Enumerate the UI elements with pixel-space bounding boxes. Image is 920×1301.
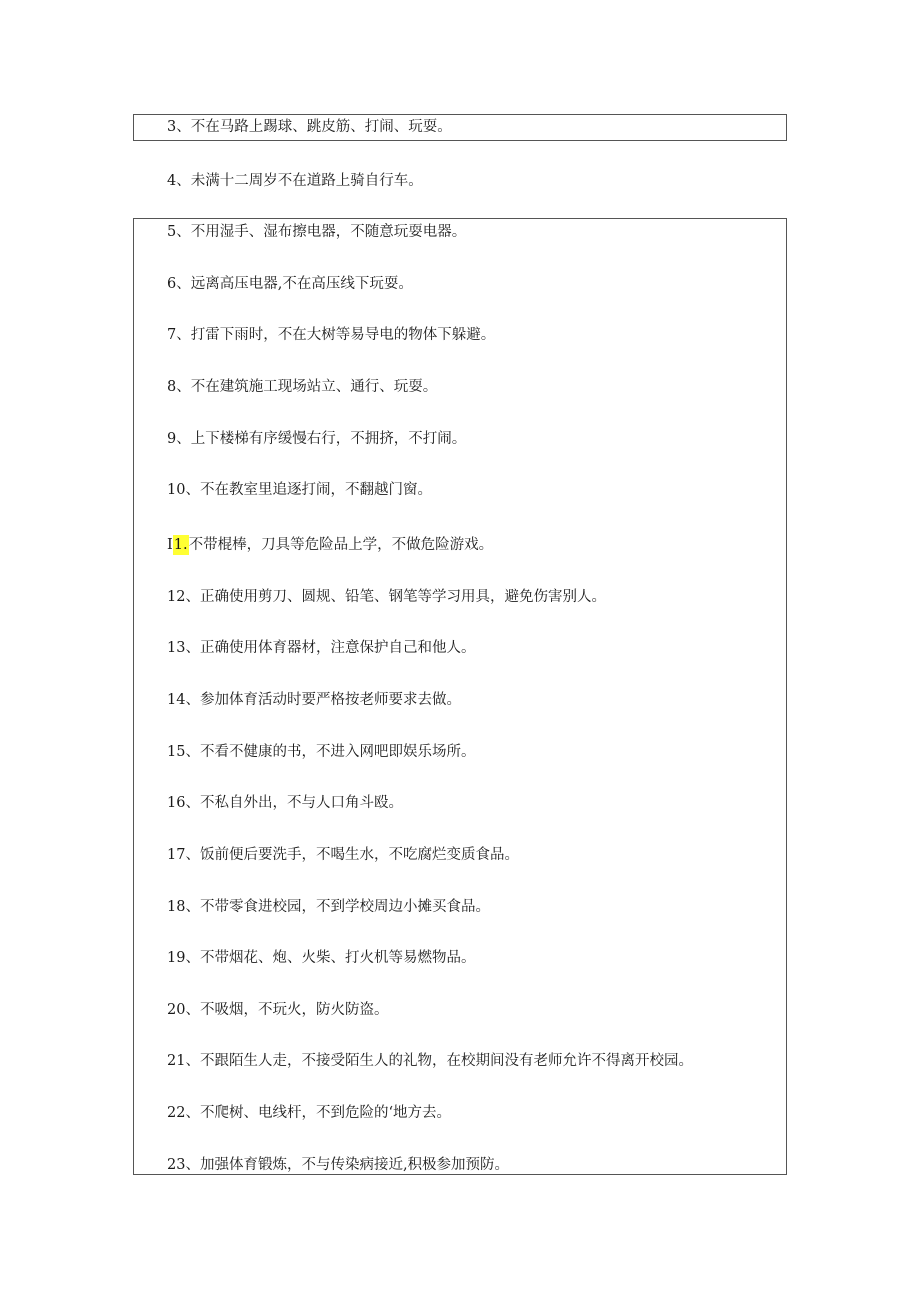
rule-3: 3、不在马路上踢球、跳皮筋、打闹、玩耍。 — [167, 119, 452, 135]
rule-10: 10、不在教室里追逐打闹，不翻越门窗。 — [167, 482, 432, 498]
rule-5: 5、不用湿手、湿布擦电器，不随意玩耍电器。 — [167, 224, 467, 240]
rule-20: 20、不吸烟，不玩火，防火防盗。 — [167, 1002, 389, 1018]
rule-9: 9、上下楼梯有序缓慢右行，不拥挤，不打闹。 — [167, 431, 467, 447]
rule-23: 23、加强体育锻炼，不与传染病接近,积极参加预防。 — [167, 1157, 510, 1173]
rule-19: 19、不带烟花、炮、火柴、打火机等易燃物品。 — [167, 950, 476, 966]
rule-4: 4、未满十二周岁不在道路上骑自行车。 — [167, 173, 423, 189]
rule-12: 12、正确使用剪刀、圆规、铅笔、钢笔等学习用具，避免伤害别人。 — [167, 589, 606, 605]
rule-17: 17、饭前便后要洗手，不喝生水，不吃腐烂变质食品。 — [167, 847, 519, 863]
rule-22: 22、不爬树、电线杆，不到危险的‘地方去。 — [167, 1105, 452, 1121]
rule-7: 7、打雷下雨时，不在大树等易导电的物体下躲避。 — [167, 327, 496, 343]
rule-13: 13、正确使用体育器材，注意保护自己和他人。 — [167, 640, 476, 656]
rule-11-text: 不带棍棒，刀具等危险品上学，不做危险游戏。 — [188, 537, 494, 553]
rule-16: 16、不私自外出，不与人口角斗殴。 — [167, 795, 403, 811]
rule-11 — [167, 536, 493, 554]
rule-8: 8、不在建筑施工现场站立、通行、玩耍。 — [167, 379, 438, 395]
rule-15: 15、不看不健康的书，不进入网吧即娱乐场所。 — [167, 744, 476, 760]
rule-11-prefix: I — [167, 537, 173, 553]
rule-6: 6、远离高压电器,不在高压线下玩耍。 — [167, 276, 413, 292]
rule-21: 21、不跟陌生人走，不接受陌生人的礼物，在校期间没有老师允许不得离开校园。 — [167, 1053, 693, 1069]
rule-14: 14、参加体育活动时要严格按老师要求去做。 — [167, 692, 461, 708]
rule-18: 18、不带零食进校园，不到学校周边小摊买食品。 — [167, 899, 490, 915]
rule-11-number-highlight: 1. — [173, 537, 188, 553]
